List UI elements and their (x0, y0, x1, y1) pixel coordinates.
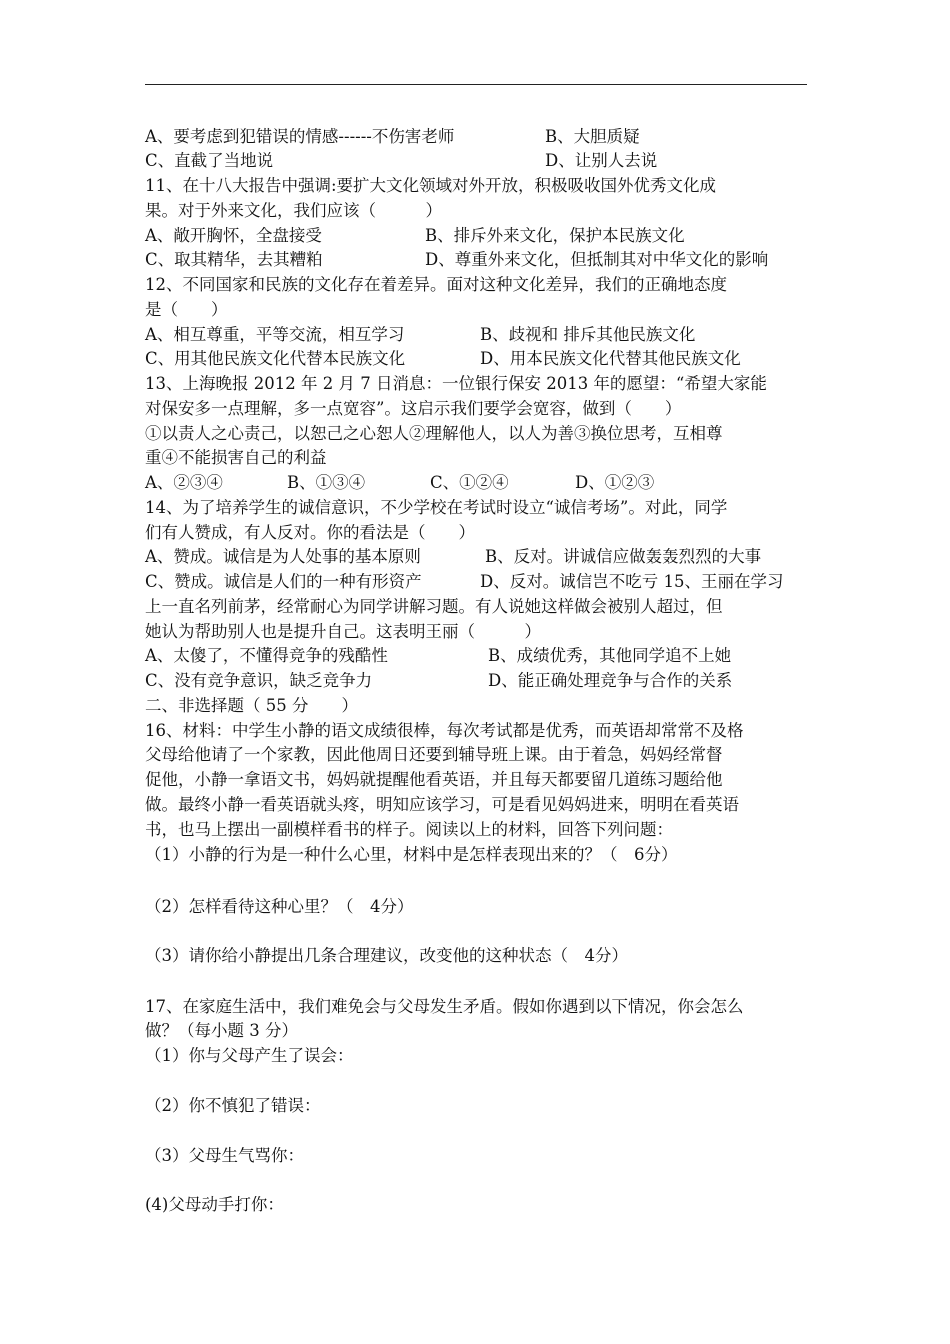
q11-stem-line1: 11、在十八大报告中强调:要扩大文化领域对外开放，积极吸收国外优秀文化成 (145, 176, 717, 195)
q12-stem-line2: 是（ ） (145, 300, 228, 319)
q16-material-line1: 16、材料：中学生小静的语文成绩很棒，每次考试都是优秀，而英语却常常不及格 (145, 721, 744, 740)
q10-option-a: A、要考虑到犯错误的情感------不伤害老师 (145, 127, 455, 146)
q13-stem-line3: ①以责人之心责己，以恕己之心恕人②理解他人，以人为善③换位思考，互相尊 (145, 424, 723, 443)
q16-material-line3: 促他，小静一拿语文书，妈妈就提醒他看英语，并且每天都要留几道练习题给他 (145, 770, 723, 789)
q16-subquestion-2: （2）怎样看待这种心里？（ 4分） (145, 897, 414, 916)
q13-option-a: A、②③④ (145, 473, 223, 492)
q17-stem-line2: 做？（每小题 3 分） (145, 1021, 298, 1040)
q14-option-d: D、反对。诚信岂不吃亏 15、王丽在学习 (480, 572, 784, 591)
q17-subquestion-2: （2）你不慎犯了错误： (145, 1096, 321, 1115)
q15-option-c: C、没有竞争意识，缺乏竞争力 (145, 671, 373, 690)
q16-material-line4: 做。最终小静一看英语就头疼，明知应该学习，可是看见妈妈进来，明明在看英语 (145, 795, 739, 814)
q12-option-a: A、相互尊重，平等交流，相互学习 (145, 325, 405, 344)
q11-option-b: B、排斥外来文化，保护本民族文化 (425, 226, 685, 245)
q17-subquestion-1: （1）你与父母产生了误会： (145, 1046, 354, 1065)
header-rule (145, 84, 807, 85)
q16-subquestion-3: （3）请你给小静提出几条合理建议，改变他的这种状态（ 4分） (145, 946, 628, 965)
q12-stem-line1: 12、不同国家和民族的文化存在着差异。面对这种文化差异，我们的正确地态度 (145, 275, 727, 294)
q15-option-d: D、能正确处理竞争与合作的关系 (488, 671, 733, 690)
q14-option-b: B、反对。讲诚信应做轰轰烈烈的大事 (485, 547, 762, 566)
q11-option-c: C、取其精华，去其糟粕 (145, 250, 323, 269)
q11-stem-line2: 果。对于外来文化，我们应该（ ） (145, 201, 442, 220)
q14-option-c: C、赞成。诚信是人们的一种有形资产 (145, 572, 422, 591)
q10-option-b: B、大胆质疑 (545, 127, 640, 146)
q15-option-b: B、成绩优秀，其他同学追不上她 (488, 646, 732, 665)
q13-option-d: D、①②③ (575, 473, 655, 492)
q13-option-c: C、①②④ (430, 473, 509, 492)
q14-option-a: A、赞成。诚信是为人处事的基本原则 (145, 547, 421, 566)
q16-subquestion-1: （1）小静的行为是一种什么心里，材料中是怎样表现出来的？（ 6分） (145, 845, 678, 864)
q16-material-line2: 父母给他请了一个家教，因此他周日还要到辅导班上课。由于着急，妈妈经常督 (145, 745, 723, 764)
q14-stem-line2: 们有人赞成，有人反对。你的看法是（ ） (145, 523, 475, 542)
q10-option-d: D、让别人去说 (545, 151, 658, 170)
q15-stem-line2: 她认为帮助别人也是提升自己。这表明王丽（ ） (145, 622, 541, 641)
q11-option-d: D、尊重外来文化，但抵制其对中华文化的影响 (425, 250, 769, 269)
q17-subquestion-4: (4)父母动手打你： (145, 1195, 284, 1214)
q12-option-c: C、用其他民族文化代替本民族文化 (145, 349, 406, 368)
q13-option-b: B、①③④ (287, 473, 366, 492)
q12-option-d: D、用本民族文化代替其他民族文化 (480, 349, 741, 368)
q12-option-b: B、歧视和 排斥其他民族文化 (480, 325, 696, 344)
section-heading: 二、非选择题（ 55 分 ） (145, 696, 358, 715)
q13-stem-line2: 对保安多一点理解，多一点宽容”。这启示我们要学会宽容，做到（ ） (145, 399, 682, 418)
q11-option-a: A、敞开胸怀，全盘接受 (145, 226, 322, 245)
q15-option-a: A、太傻了，不懂得竞争的残酷性 (145, 646, 388, 665)
q13-stem-line4: 重④不能损害自己的利益 (145, 448, 327, 467)
q14-stem-line1: 14、为了培养学生的诚信意识，不少学校在考试时设立“诚信考场”。对此，同学 (145, 498, 728, 517)
q16-material-line5: 书，也马上摆出一副模样看书的样子。阅读以上的材料，回答下列问题： (145, 820, 673, 839)
q17-stem-line1: 17、在家庭生活中，我们难免会与父母发生矛盾。假如你遇到以下情况，你会怎么 (145, 997, 744, 1016)
q15-stem-line1: 上一直名列前茅，经常耐心为同学讲解习题。有人说她这样做会被别人超过，但 (145, 597, 723, 616)
q13-stem-line1: 13、上海晚报 2012 年 2 月 7 日消息：一位银行保安 2013 年的愿望：“希望大家能 (145, 374, 767, 393)
q10-option-c: C、直截了当地说 (145, 151, 274, 170)
q17-subquestion-3: （3）父母生气骂你： (145, 1146, 304, 1165)
